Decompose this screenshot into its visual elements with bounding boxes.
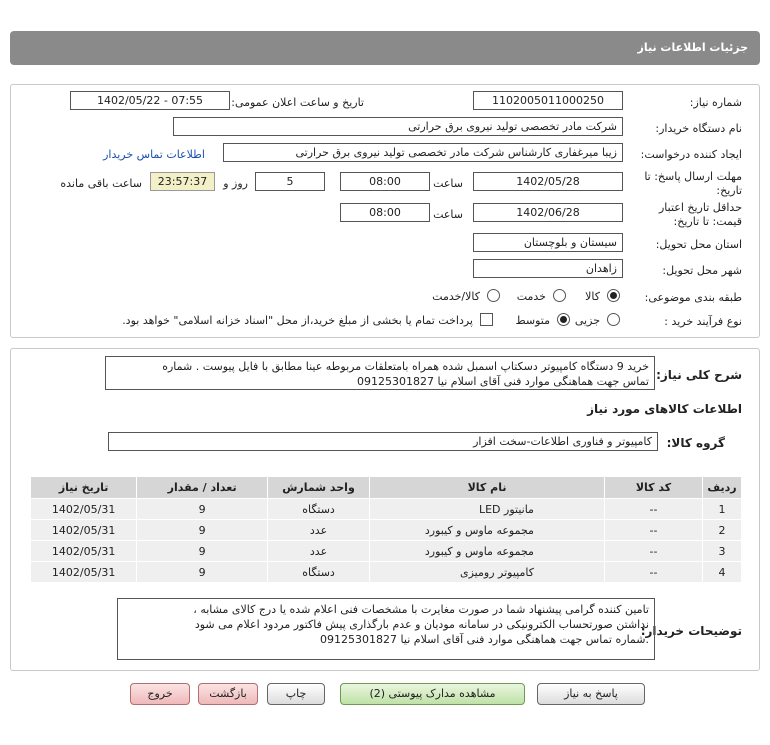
cell-date: 1402/05/31 [31, 520, 137, 541]
reply-button[interactable]: پاسخ به نیاز [537, 683, 645, 705]
goods-table-header [31, 477, 742, 499]
creator-field: زیبا میرغفاری کارشناس شرکت مادر تخصصی تولید نیروی برق حرارتی [223, 143, 623, 162]
remaining-label: ساعت باقی مانده [60, 177, 142, 190]
buyer-label: نام دستگاه خریدار: [655, 122, 742, 135]
cell-qty: 9 [137, 499, 268, 520]
announce-field: 1402/05/22 - 07:55 [70, 91, 230, 110]
creator-label: ایجاد کننده درخواست: [640, 148, 742, 161]
validity-label-1: حداقل تاریخ اعتبار [658, 201, 742, 214]
goods-group-field: کامپیوتر و فناوری اطلاعات-سخت افزار [108, 432, 658, 451]
buyer-notes-box [117, 598, 655, 660]
category-option-goods: کالا [585, 290, 600, 303]
table-row [31, 541, 742, 562]
treasury-payment-note: پرداخت تمام یا بخشی از مبلغ خرید،از محل "اسناد خزانه اسلامی" خواهد بود. [122, 314, 473, 327]
print-button[interactable]: چاپ [267, 683, 325, 705]
validity-date-field: 1402/06/28 [473, 203, 623, 222]
category-option-both: کالا/خدمت [432, 290, 480, 303]
remaining-time-field: 23:57:37 [150, 172, 215, 191]
cell-row: 2 [702, 520, 741, 541]
province-field: سیستان و بلوچستان [473, 233, 623, 252]
cell-row: 3 [702, 541, 741, 562]
cell-row: 4 [702, 562, 741, 583]
cell-code: -- [604, 541, 702, 562]
buyer-notes-label: توضیحات خریدار: [640, 624, 742, 638]
cell-name: مجموعه ماوس و کیبورد [370, 520, 605, 541]
validity-time-field: 08:00 [340, 203, 430, 222]
purchase-option-minor: جزیی [574, 314, 600, 327]
cell-name: مجموعه ماوس و کیبورد [370, 541, 605, 562]
cell-unit: دستگاه [267, 499, 369, 520]
col-row: ردیف [702, 477, 741, 499]
buyer-contact-link[interactable]: اطلاعات تماس خریدار [103, 148, 205, 161]
table-row [31, 562, 742, 583]
col-code: کد کالا [604, 477, 702, 499]
treasury-payment-checkbox[interactable] [480, 313, 493, 326]
cell-date: 1402/05/31 [31, 499, 137, 520]
table-row [31, 520, 742, 541]
validity-label-2: قیمت: تا تاریخ: [673, 215, 742, 228]
category-option-service: خدمت [516, 290, 546, 303]
purchase-type-label: نوع فرآیند خرید : [664, 315, 742, 328]
summary-line-1: خرید 9 دستگاه کامپیوتر دسکتاپ اسمبل شده همراه بامتعلقات مربوطه عینا مطابق با فایل پیوست . شماره [162, 360, 649, 373]
deadline-label-2: تاریخ: [716, 184, 742, 197]
buyer-notes-line-2: نداشتن صورتحساب الکترونیکی در سامانه مودیان و عدم بارگذاری پیش فاکتور مردود اعلام می شود [194, 618, 649, 631]
goods-section-title: اطلاعات کالاهای مورد نیاز [587, 402, 742, 416]
purchase-option-medium: متوسط [515, 314, 550, 327]
announce-label: تاریخ و ساعت اعلان عمومی: [231, 96, 364, 109]
cell-date: 1402/05/31 [31, 562, 137, 583]
cell-qty: 9 [137, 562, 268, 583]
cell-row: 1 [702, 499, 741, 520]
cell-code: -- [604, 562, 702, 583]
buyer-notes-line-1: تامین کننده گرامی پیشنهاد شما در صورت مغایرت با مشخصات فنی اعلام شده یا درج کالای مشابه ، [193, 603, 649, 616]
page-title: جزئیات اطلاعات نیاز [637, 41, 748, 54]
summary-box [105, 356, 655, 390]
cell-date: 1402/05/31 [31, 541, 137, 562]
city-label: شهر محل تحویل: [662, 264, 742, 277]
buyer-field: شرکت مادر تخصصی تولید نیروی برق حرارتی [173, 117, 623, 136]
back-button[interactable]: بازگشت [198, 683, 258, 705]
category-radio-goods[interactable] [607, 289, 620, 302]
table-row [31, 499, 742, 520]
purchase-radio-medium[interactable] [557, 313, 570, 326]
validity-time-label: ساعت [433, 208, 463, 221]
cell-name: مانیتور LED [370, 499, 605, 520]
col-date: تاریخ نیاز [31, 477, 137, 499]
cell-unit: عدد [267, 520, 369, 541]
deadline-date-field: 1402/05/28 [473, 172, 623, 191]
col-qty: تعداد / مقدار [137, 477, 268, 499]
page-header [10, 31, 760, 65]
summary-label: شرح کلی نیاز: [656, 368, 742, 382]
deadline-time-label: ساعت [433, 177, 463, 190]
cell-code: -- [604, 520, 702, 541]
need-number-field: 1102005011000250 [473, 91, 623, 110]
cell-name: کامپیوتر رومیزی [370, 562, 605, 583]
city-field: زاهدان [473, 259, 623, 278]
summary-line-2: تماس جهت هماهنگی موارد فنی آقای اسلام نیا 09125301827 [357, 375, 649, 388]
deadline-time-field: 08:00 [340, 172, 430, 191]
goods-table [30, 476, 742, 583]
need-number-label: شماره نیاز: [689, 96, 742, 109]
goods-group-label: گروه کالا: [666, 436, 725, 450]
cell-unit: دستگاه [267, 562, 369, 583]
cell-qty: 9 [137, 520, 268, 541]
category-radio-service[interactable] [553, 289, 566, 302]
col-name: نام کالا [370, 477, 605, 499]
category-label: طبقه بندی موضوعی: [644, 291, 742, 304]
cell-qty: 9 [137, 541, 268, 562]
exit-button[interactable]: خروج [130, 683, 190, 705]
col-unit: واحد شمارش [267, 477, 369, 499]
deadline-label-1: مهلت ارسال پاسخ: تا [644, 170, 742, 183]
cell-code: -- [604, 499, 702, 520]
view-documents-button[interactable]: مشاهده مدارک پیوستی (2) [340, 683, 525, 705]
days-field: 5 [255, 172, 325, 191]
days-label: روز و [223, 177, 248, 190]
category-radio-both[interactable] [487, 289, 500, 302]
buyer-notes-line-3: .شماره تماس جهت هماهنگی موارد فنی آقای اسلام نیا 09125301827 [320, 633, 649, 646]
province-label: استان محل تحویل: [655, 238, 742, 251]
cell-unit: عدد [267, 541, 369, 562]
purchase-radio-minor[interactable] [607, 313, 620, 326]
